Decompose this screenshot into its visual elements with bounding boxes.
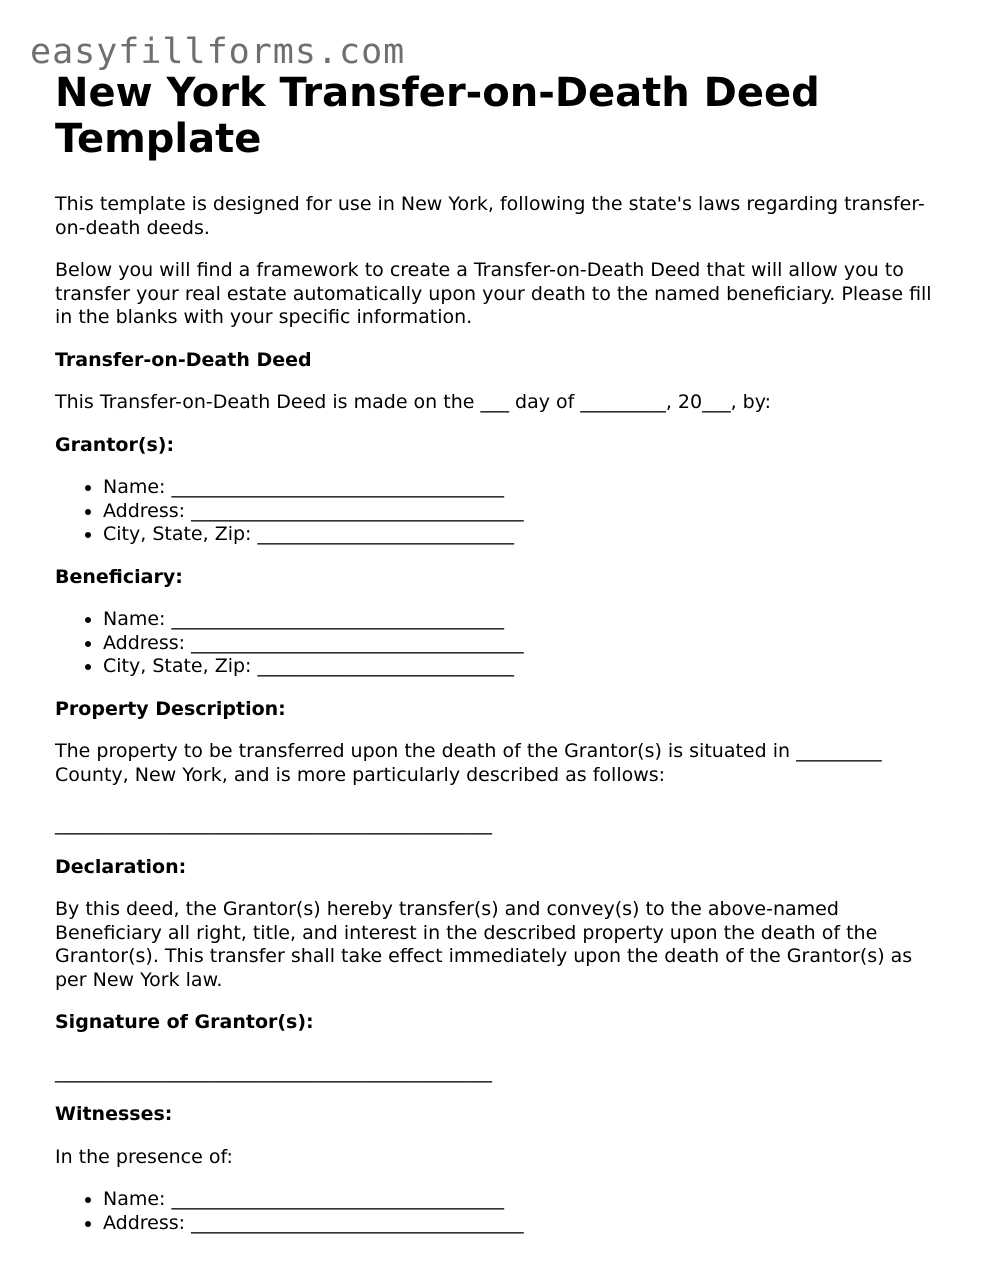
- declaration-text: By this deed, the Grantor(s) hereby transfer(s) and convey(s) to the above-named Beneficiary all right, title, and interest in the described property upon the death of the Grantor(s). This transfer shall take effect immediately upon the death of the Grantor(s) as per New York law.: [55, 898, 913, 991]
- witnesses-list: [55, 1188, 945, 1235]
- beneficiary-name-field: • Name: ___________________________________: [103, 608, 945, 632]
- grantor-city-state-zip-field: • City, State, Zip: ___________________________: [103, 523, 945, 547]
- property-description-text: The property to be transferred upon the death of the Grantor(s) is situated in _________ County, New York, and is more particularly described as follows:: [55, 740, 882, 786]
- beneficiary-list: [55, 608, 945, 679]
- page-title: New York Transfer-on-Death Deed Template: [55, 70, 820, 162]
- deed-made-on-text: This Transfer-on-Death Deed is made on the ___ day of _________, 20___, by:: [55, 391, 772, 413]
- deed-heading: Transfer-on-Death Deed: [55, 348, 312, 371]
- grantors-heading: Grantor(s):: [55, 433, 175, 456]
- property-description-blank: ______________________________________________: [55, 813, 492, 835]
- witness-address-field: • Address: ___________________________________: [103, 1212, 945, 1236]
- beneficiary-heading: Beneficiary:: [55, 565, 183, 588]
- declaration-heading: Declaration:: [55, 855, 187, 878]
- beneficiary-address-field: • Address: ___________________________________: [103, 632, 945, 656]
- intro-paragraph-2: Below you will find a framework to create a Transfer-on-Death Deed that will allow you to transfer your real estate automatically upon your death to the named beneficiary. Please fill in the blanks with your specific information.: [55, 259, 932, 328]
- document-body: [55, 70, 945, 1235]
- signature-blank: ______________________________________________: [55, 1060, 492, 1083]
- watermark: easyfillforms.com: [30, 32, 406, 72]
- grantors-list: [55, 476, 945, 547]
- witnesses-presence-text: In the presence of:: [55, 1145, 233, 1168]
- witness-name-field: • Name: ___________________________________: [103, 1188, 945, 1212]
- witnesses-heading: Witnesses:: [55, 1103, 173, 1125]
- grantor-name-field: • Name: ___________________________________: [103, 476, 945, 500]
- signature-heading: Signature of Grantor(s):: [55, 1011, 314, 1033]
- intro-paragraph-1: This template is designed for use in New York, following the state's laws regarding transfer-on-death deeds.: [55, 193, 925, 239]
- grantor-address-field: • Address: ___________________________________: [103, 500, 945, 524]
- beneficiary-city-state-zip-field: • City, State, Zip: ___________________________: [103, 655, 945, 679]
- property-heading: Property Description:: [55, 697, 286, 720]
